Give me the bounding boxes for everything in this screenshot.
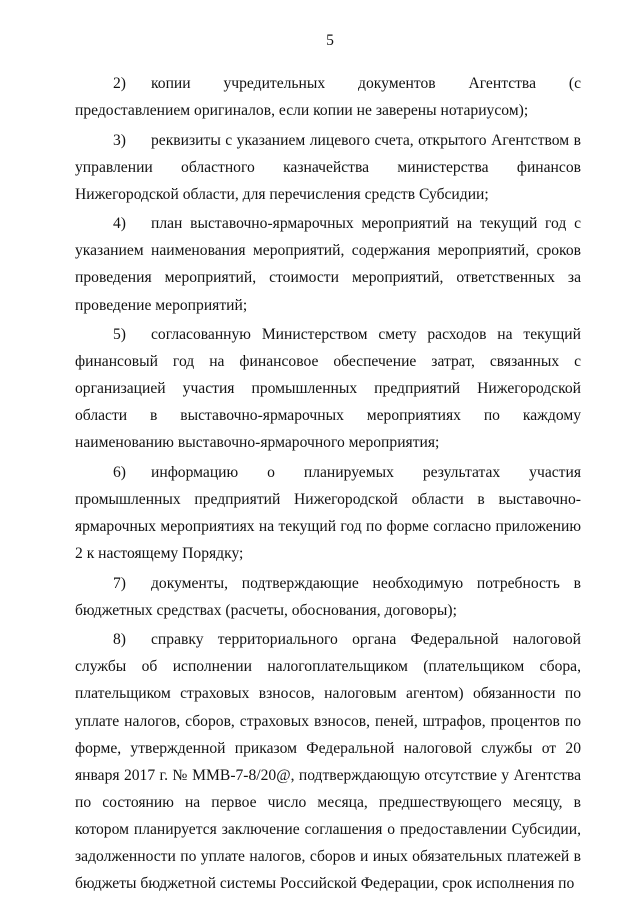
list-item-number: 7)	[113, 574, 126, 592]
list-item-text: информацию о планируемых результатах участия промышленных предприятий Нижегородской области в выставочно-ярмарочных мероприятиях на текущий год по форме согласно приложению 2 к настоящему Порядку;	[75, 463, 581, 563]
page-number: 5	[326, 32, 334, 49]
list-item-number: 4)	[113, 215, 126, 233]
list-item-text: план выставочно-ярмарочных мероприятий на текущий год с указанием наименования мероприятий, содержания мероприятий, сроков проведения мероприятий, стоимости мероприятий, ответственных за проведение мероприятий;	[75, 215, 581, 314]
list-item-number: 2)	[113, 75, 126, 92]
list-item-5	[75, 321, 581, 456]
list-item-number: 6)	[113, 463, 126, 481]
list-item-6	[75, 459, 581, 567]
list-item-number: 5)	[113, 326, 126, 344]
list-item-3	[75, 127, 581, 208]
list-item-7	[75, 570, 581, 624]
list-item-2	[75, 70, 581, 124]
list-item-text: копии учредительных документов Агентства (с предоставлением оригиналов, если копии не заверены нотариусом);	[75, 75, 581, 120]
list-item-text: согласованную Министерством смету расходов на текущий финансовый год на финансовое обеспечение затрат, связанных с организацией участия промышленных предприятий Нижегородской области в выставочно-ярмарочных мероприятиях по каждому наименованию выставочно-ярмарочного мероприятия;	[75, 326, 581, 452]
list-item-4	[75, 210, 581, 318]
list-item-text: справку территориального органа Федеральной налоговой службы об исполнении налогоплательщиком (плательщиком сбора, плательщиком страховых взносов, налоговым агентом) обязанности по уплате налогов, сборов, страховых взносов, пеней, штрафов, процентов по форме, утвержденной приказом Федеральной налоговой службы от 20 января 2017 г. № ММВ-7-8/20@, подтверждающую отсутствие у Агентства по состоянию на первое число месяца, предшествующего месяцу, в котором планируется заключение соглашения о предоставлении Субсидии, задолженности по уплате налогов, сборов и иных обязательных платежей в бюджеты бюджетной системы Российской Федерации, срок исполнения по	[75, 631, 581, 893]
document-body	[75, 70, 581, 900]
list-item-text: документы, подтверждающие необходимую потребность в бюджетных средствах (расчеты, обоснования, договоры);	[75, 574, 581, 619]
list-item-8	[75, 626, 581, 897]
list-item-text: реквизиты с указанием лицевого счета, открытого Агентством в управлении областного казначейства министерства финансов Нижегородской области, для перечисления средств Субсидии;	[75, 131, 581, 203]
list-item-number: 3)	[113, 131, 126, 149]
list-item-number: 8)	[113, 631, 126, 649]
